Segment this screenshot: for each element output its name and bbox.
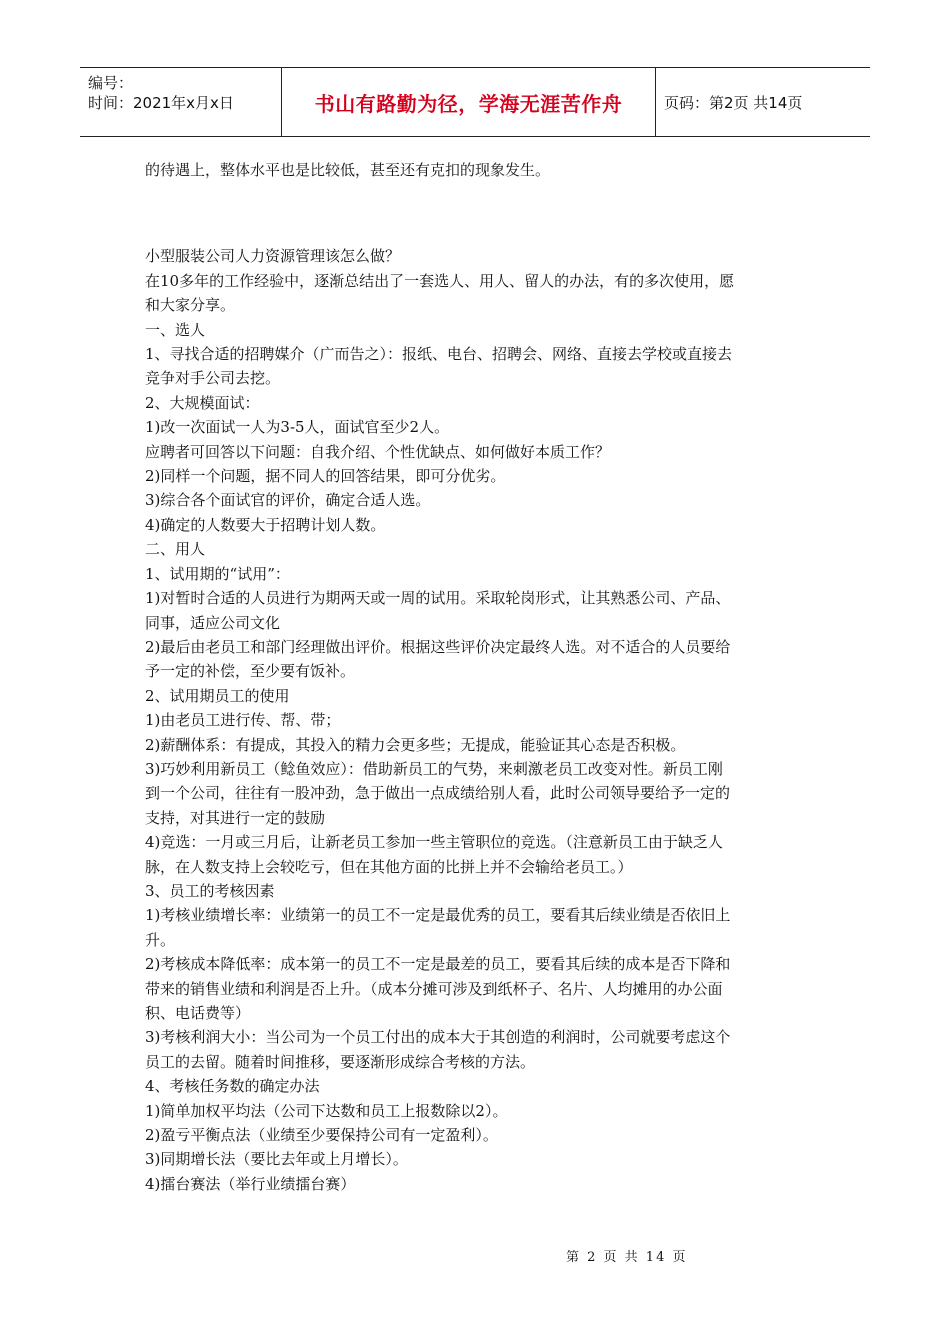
text-line: 和大家分享。 [145, 296, 236, 315]
text-line: 积、电话费等） [145, 1004, 251, 1022]
text-line: 1)由老员工进行传、帮、带； [145, 711, 341, 730]
text-line: 2)同样一个问题，据不同人的回答结果，即可分优劣。 [145, 467, 506, 486]
text-line: 2)薪酬体系：有提成，其投入的精力会更多些；无提成，能验证其心态是否积极。 [145, 735, 686, 754]
text-line: 一、选人 [145, 320, 206, 339]
document-body [145, 158, 810, 1196]
text-line: 二、用人 [145, 540, 206, 559]
text-line: 1、试用期的“试用”： [145, 564, 290, 583]
intro-line: 的待遇上，整体水平也是比较低，甚至还有克扣的现象发生。 [145, 161, 551, 179]
text-line: 2、试用期员工的使用 [145, 686, 290, 705]
header-page-info: 页码：第2页 共14页 [664, 93, 803, 112]
text-line: 2)盈亏平衡点法（业绩至少要保持公司有一定盈利）。 [145, 1126, 498, 1145]
text-line: 3)综合各个面试官的评价，确定合适人选。 [145, 491, 431, 510]
text-line: 1)简单加权平均法（公司下达数和员工上报数除以2）。 [145, 1101, 508, 1120]
text-line: 在10多年的工作经验中，逐渐总结出了一套选人、用人、留人的办法，有的多次使用，愿 [145, 271, 735, 290]
document-number-label: 编号： [88, 74, 134, 92]
text-line: 2)考核成本降低率：成本第一的员工不一定是最差的员工，要看其后续的成本是否下降和 [145, 955, 731, 974]
text-line: 带来的销售业绩和利润是否上升。（成本分摊可涉及到纸杯子、名片、人均摊用的办公面 [145, 979, 723, 998]
text-line: 4)擂台赛法（举行业绩擂台赛） [145, 1174, 356, 1193]
text-line: 4)竞选：一月或三月后，让新老员工参加一些主管职位的竞选。（注意新员工由于缺乏人 [145, 833, 723, 852]
header-meta [80, 68, 282, 136]
text-line: 小型服装公司人力资源管理该怎么做？ [145, 247, 401, 266]
header-motto: 书山有路勤为径，学海无涯苦作舟 [282, 68, 656, 136]
text-line: 竞争对手公司去挖。 [145, 369, 281, 388]
text-line: 1、寻找合适的招聘媒介（广而告之）：报纸、电台、招聘会、网络、直接去学校或直接去 [145, 345, 733, 364]
text-line: 到一个公司，往往有一股冲劲，急于做出一点成绩给别人看，此时公司领导要给予一定的 [145, 784, 731, 803]
text-line: 1)对暂时合适的人员进行为期两天或一周的试用。采取轮岗形式，让其熟悉公司、产品、 [145, 589, 731, 608]
text-line: 1)改一次面试一人为3-5人，面试官至少2人。 [145, 418, 450, 437]
text-line: 员工的去留。随着时间推移，要逐渐形成综合考核的方法。 [145, 1052, 536, 1071]
text-line: 脉，在人数支持上会较吃亏，但在其他方面的比拼上并不会输给老员工。） [145, 857, 633, 876]
text-line: 同事，适应公司文化 [145, 613, 281, 632]
text-line: 3、员工的考核因素 [145, 881, 275, 900]
text-line: 4)确定的人数要大于招聘计划人数。 [145, 515, 386, 534]
paragraph-gap [145, 182, 810, 244]
text-line: 应聘者可回答以下问题：自我介绍、个性优缺点、如何做好本质工作？ [145, 442, 611, 461]
text-line: 3)巧妙利用新员工（鲶鱼效应）：借助新员工的气势，来刺激老员工改变对性。新员工刚 [145, 759, 723, 778]
page-header [80, 67, 870, 137]
text-line: 3)考核利润大小：当公司为一个员工付出的成本大于其创造的利润时，公司就要考虑这个 [145, 1028, 731, 1047]
text-line: 支持，对其进行一定的鼓励 [145, 808, 326, 827]
text-line: 1)考核业绩增长率：业绩第一的员工不一定是最优秀的员工，要看其后续业绩是否依旧上 [145, 906, 731, 925]
text-line: 2、大规模面试： [145, 393, 260, 412]
page-footer: 第 2 页 共 14 页 [566, 1250, 688, 1265]
text-line: 予一定的补偿，至少要有饭补。 [145, 662, 356, 681]
text-line: 4、考核任务数的确定办法 [145, 1077, 320, 1096]
text-line: 升。 [145, 930, 176, 949]
content-lines [145, 244, 810, 1196]
document-date: 时间：2021年x月x日 [88, 94, 234, 112]
text-line: 2)最后由老员工和部门经理做出评价。根据这些评价决定最终人选。对不适合的人员要给 [145, 637, 731, 656]
text-line: 3)同期增长法（要比去年或上月增长）。 [145, 1150, 408, 1169]
